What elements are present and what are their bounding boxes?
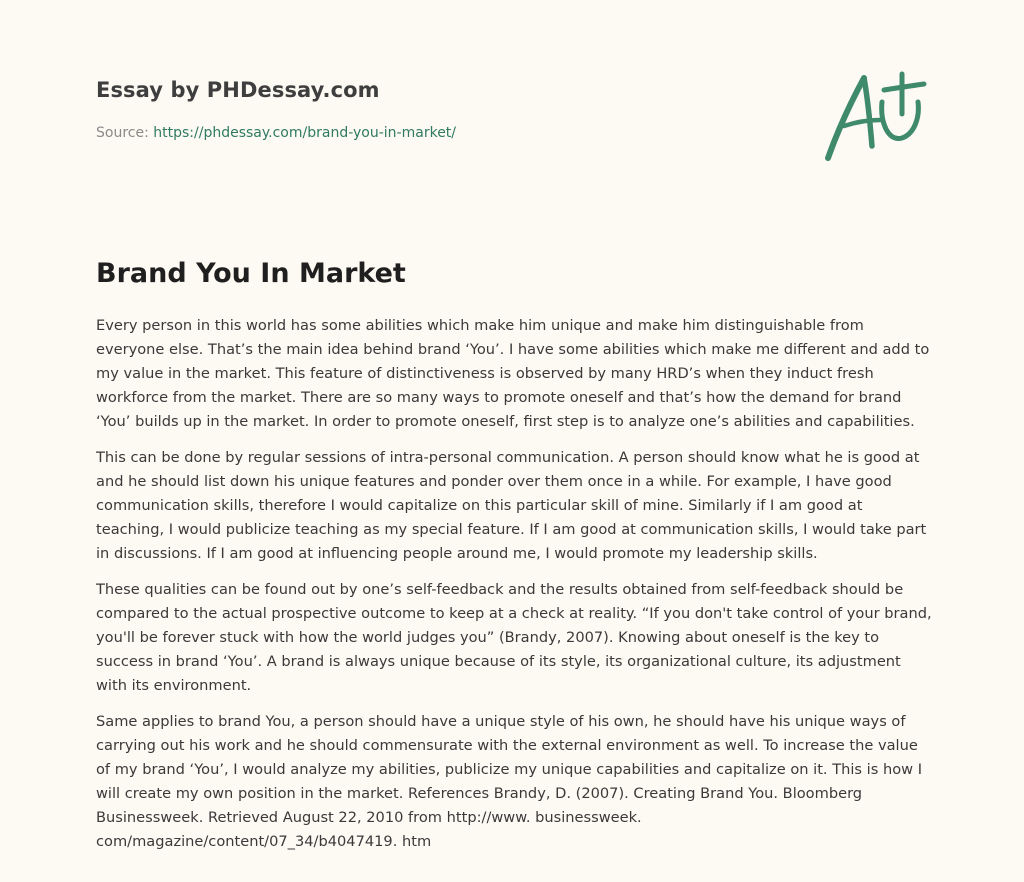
source-line: [96, 123, 796, 143]
page-header: [96, 76, 796, 143]
essay-title: Brand You In Market: [96, 258, 406, 289]
a-plus-grade-icon: [822, 66, 934, 166]
essay-paragraph: Same applies to brand You, a person should have a unique style of his own, he should have his unique ways of carrying out his work and he should commensurate with the external environment as well. To increase the value of my brand ‘You’, I would analyze my abilities, publicize my unique capabilities and capitalize on it. This is how I will create my own position in the market. References Brandy, D. (2007). Creating Brand You. Bloomberg Businessweek. Retrieved August 22, 2010 from http://www. businessweek. com/magazine/content/07_34/b4047419. htm: [96, 713, 923, 850]
essay-body: [96, 314, 932, 866]
essay-paragraph: This can be done by regular sessions of intra-personal communication. A person should know what he is good at and he should list down his unique features and ponder over them once in a while. For example, I have good communication skills, therefore I would capitalize on this particular skill of mine. Similarly if I am good at teaching, I would publicize teaching as my special feature. If I am good at communication skills, I would take part in discussions. If I am good at influencing people around me, I would promote my leadership skills.: [96, 449, 927, 562]
essay-paragraph: These qualities can be found out by one’s self-feedback and the results obtained from self-feedback should be compared to the actual prospective outcome to keep at a check at reality. “If you don't take control of your brand, you'll be forever stuck with how the world judges you” (Brandy, 2007). Knowing about oneself is the key to success in brand ‘You’. A brand is always unique because of its style, its organizational culture, its adjustment with its environment.: [96, 581, 932, 694]
source-link[interactable]: https://phdessay.com/brand-you-in-market/: [153, 125, 457, 141]
source-label: Source:: [96, 125, 154, 141]
site-title: Essay by PHDessay.com: [96, 78, 380, 102]
essay-paragraph: Every person in this world has some abilities which make him unique and make him distinguishable from everyone else. That’s the main idea behind brand ‘You’. I have some abilities which make me different and add to my value in the market. This feature of distinctiveness is observed by many HRD’s when they induct fresh workforce from the market. There are so many ways to promote oneself and that’s how the demand for brand ‘You’ builds up in the market. In order to promote oneself, first step is to analyze one’s abilities and capabilities.: [96, 317, 930, 430]
